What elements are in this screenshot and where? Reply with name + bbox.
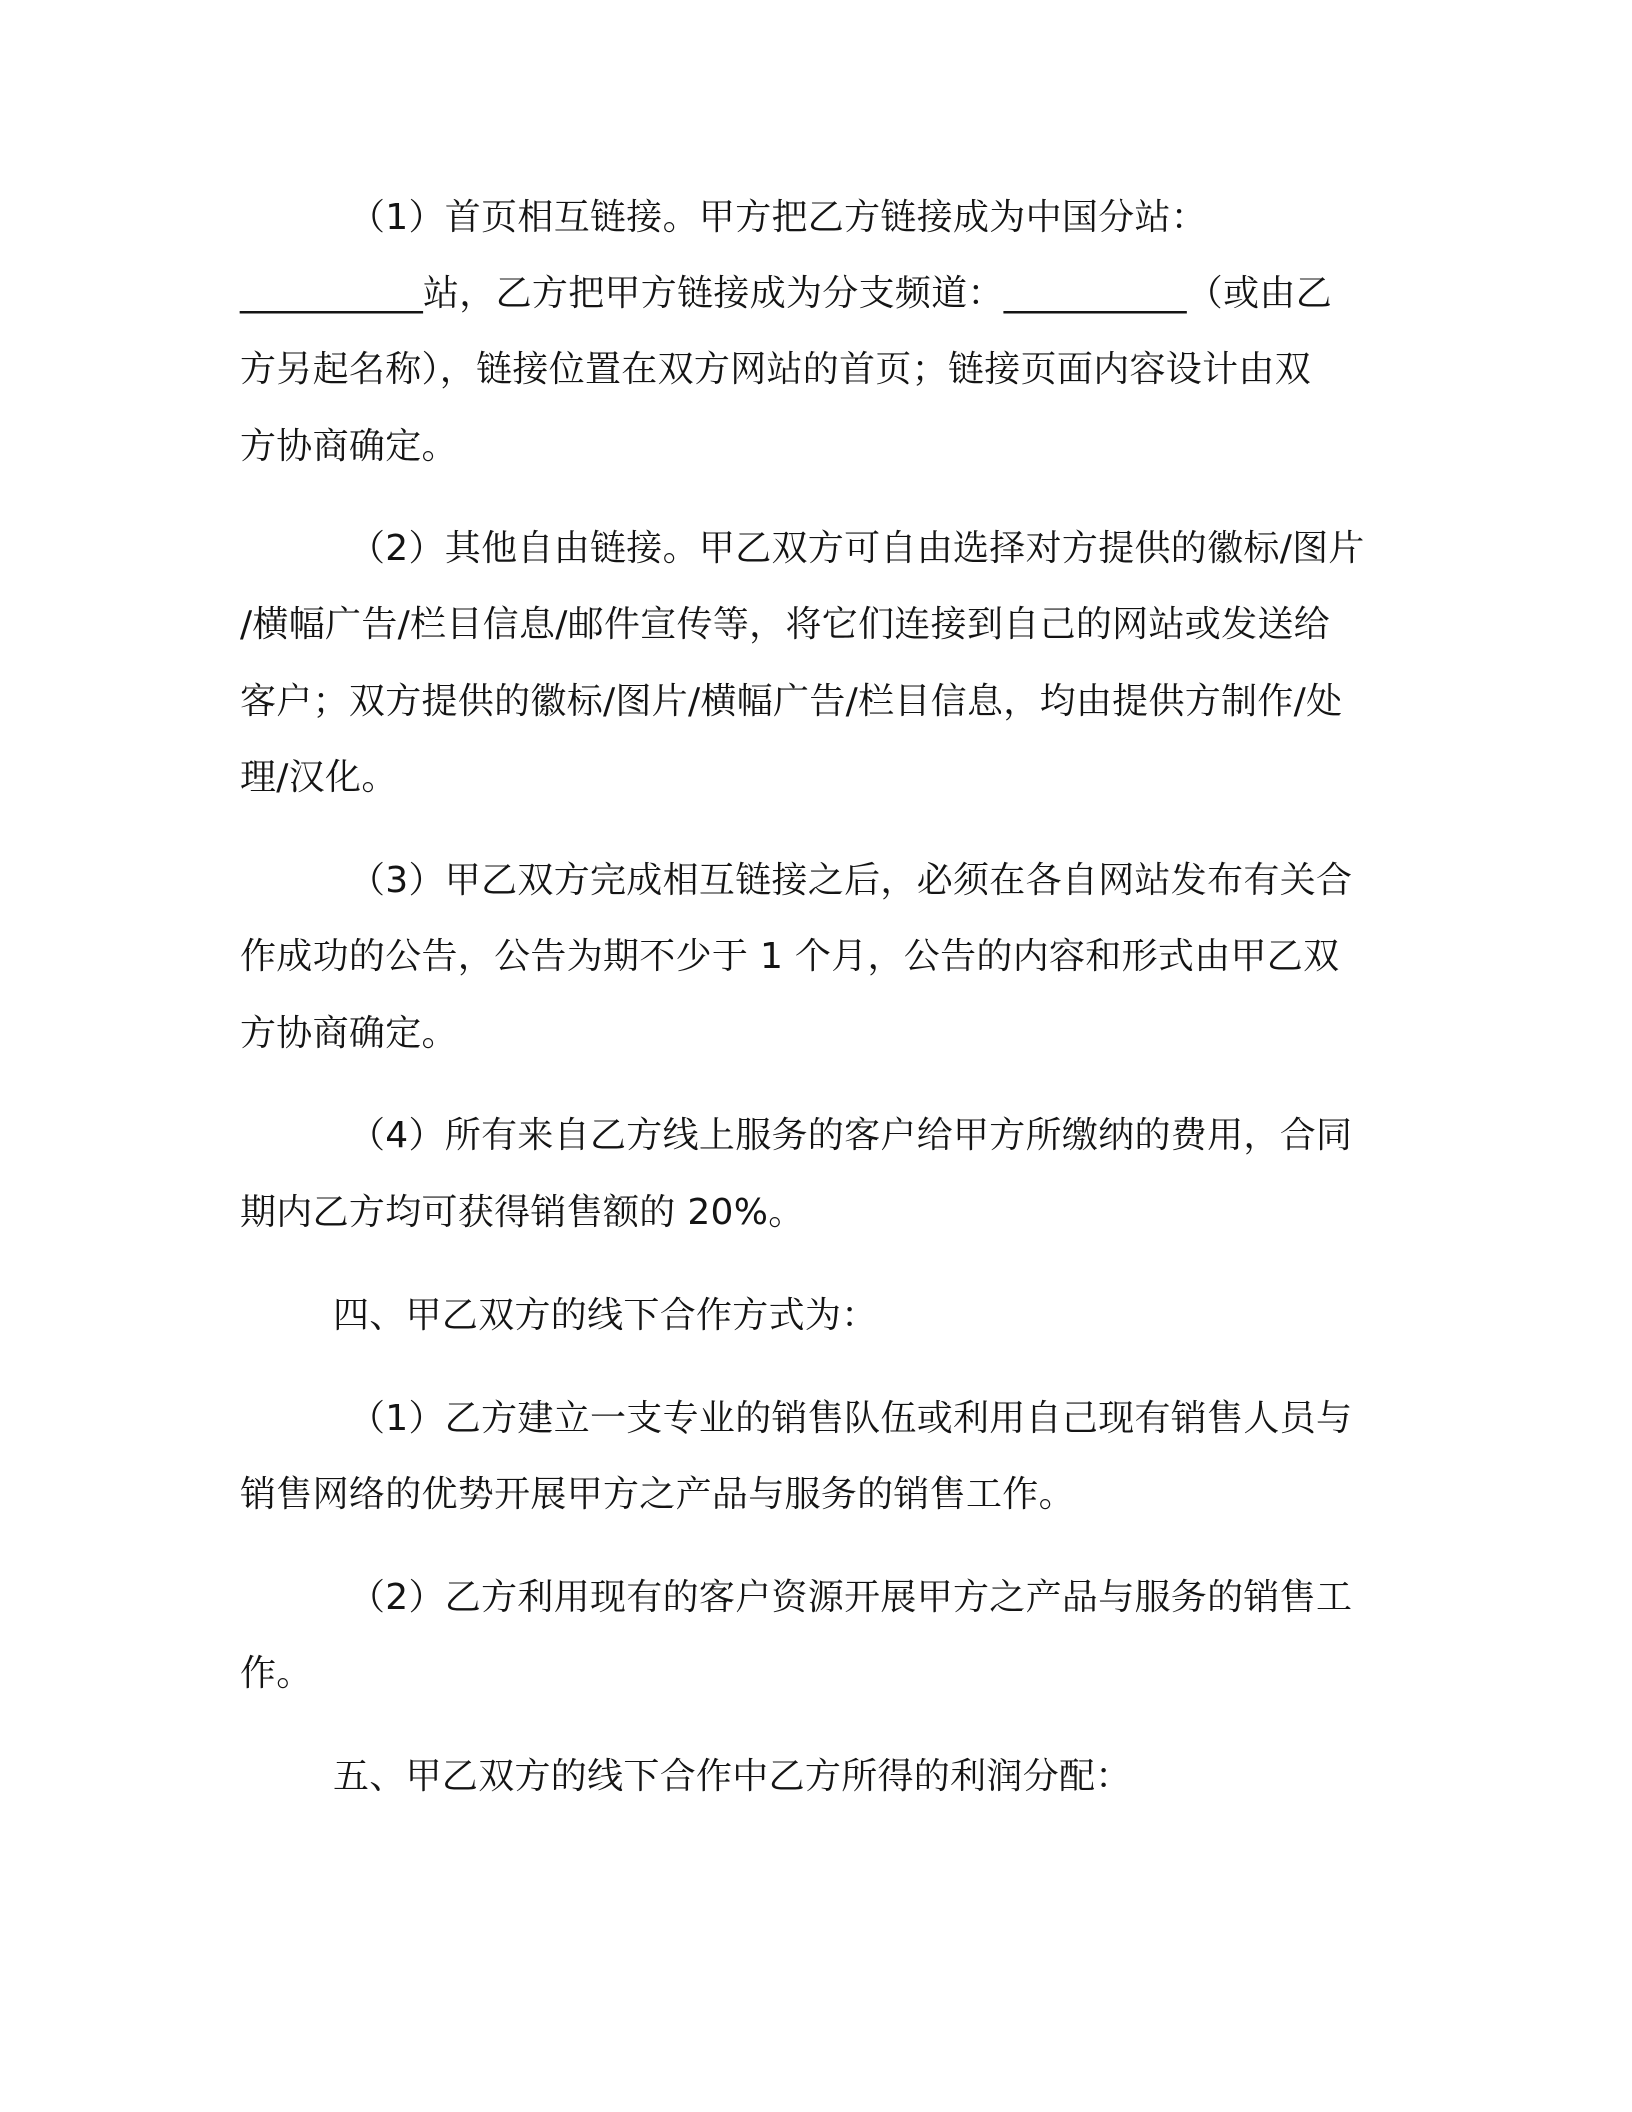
paragraph-3-line-3: 方协商确定。 [240, 1013, 458, 1054]
section-5-heading: 五、甲乙双方的线下合作中乙方所得的利润分配： [333, 1756, 1132, 1797]
paragraph-5-line-2: 销售网络的优势开展甲方之产品与服务的销售工作。 [240, 1474, 1075, 1515]
paragraph-1-line-1: （1）首页相互链接。甲方把乙方链接成为中国分站： [349, 197, 1208, 238]
paragraph-2-line-4: 理/汉化。 [240, 757, 398, 798]
section-4-heading: 四、甲乙双方的线下合作方式为： [333, 1295, 878, 1336]
paragraph-2-line-3: 客户；双方提供的徽标/图片/横幅广告/栏目信息，均由提供方制作/处 [240, 681, 1343, 722]
paragraph-6-line-1: （2）乙方利用现有的客户资源开展甲方之产品与服务的销售工 [349, 1577, 1353, 1618]
paragraph-4-line-2: 期内乙方均可获得销售额的 20%。 [240, 1192, 805, 1233]
paragraph-1-line-3: 方另起名称），链接位置在双方网站的首页；链接页面内容设计由双 [240, 349, 1312, 390]
paragraph-5-line-1: （1）乙方建立一支专业的销售队伍或利用自己现有销售人员与 [349, 1398, 1353, 1439]
paragraph-1-line-4: 方协商确定。 [240, 426, 458, 467]
paragraph-4-line-1: （4）所有来自乙方线上服务的客户给甲方所缴纳的费用，合同 [349, 1115, 1353, 1156]
paragraph-3-line-1: （3）甲乙双方完成相互链接之后，必须在各自网站发布有关合 [349, 860, 1353, 901]
paragraph-2-line-2: /横幅广告/栏目信息/邮件宣传等，将它们连接到自己的网站或发送给 [240, 604, 1330, 645]
paragraph-1-line-2: __________站，乙方把甲方链接成为分支频道：__________（或由乙 [240, 273, 1332, 314]
paragraph-6-line-2: 作。 [240, 1653, 313, 1694]
paragraph-3-line-2: 作成功的公告，公告为期不少于 1 个月，公告的内容和形式由甲乙双 [240, 936, 1340, 977]
paragraph-2-line-1: （2）其他自由链接。甲乙双方可自由选择对方提供的徽标/图片 [349, 528, 1365, 569]
